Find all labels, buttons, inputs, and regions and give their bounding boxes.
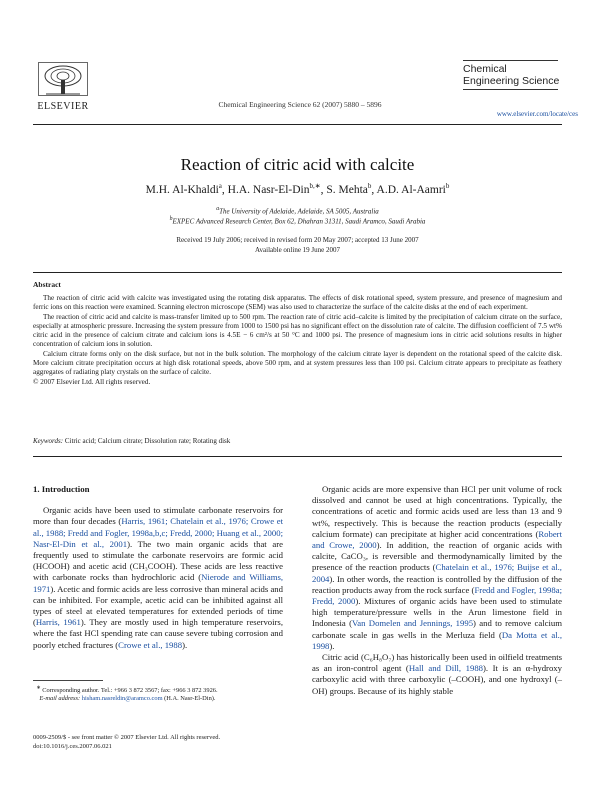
body-right-column: [312, 484, 562, 697]
doi-line: doi:10.1016/j.ces.2007.06.021: [33, 742, 112, 750]
publisher-logo: [33, 62, 93, 112]
received-dates: Received 19 July 2006; received in revised form 20 May 2007; accepted 13 June 2007: [176, 236, 419, 244]
abstract-paragraph: The reaction of citric acid with calcite was investigated using the rotating disk apparatus. The effects of disk rotational speed, system pressure, and presence of magnesium and ferric ions on this reaction were examined. Scanning electron microscope (SEM) was also used to characterize the surface of the calcite disks at the end of each experiment.: [33, 294, 562, 312]
author-name: S. Mehta: [326, 183, 368, 196]
issn-line: 0009-2509/$ - see front matter © 2007 Elsevier Ltd. All rights reserved.: [33, 734, 221, 741]
citation-link[interactable]: Chatelain et al., 1976; Buijse et al., 2004: [312, 562, 562, 584]
footnote-rule: [33, 680, 103, 681]
section-heading: 1. Introduction: [33, 484, 90, 494]
affiliation-b: $^b$EXPEC Advanced Research Center, Box 62, Dhahran 31311, Saudi Aramco, Saudi Arabia: [169, 216, 426, 226]
citation-link[interactable]: Crowe et al., 1988: [118, 639, 183, 650]
author-name: M.H. Al-Khaldi: [145, 183, 219, 196]
body-paragraph: Organic acids are more expensive than HCl per unit volume of rock dissolved and cannot be used at high concentrations. Typically, the concentrations of acetic and formic acids used are less than 13 and 9 wt%, respectively. This is because the reaction products (especially calcium formate) can precipitate at higher acid concentrations (Robert and Crowe, 2000). In addition, the reaction of organic acids with calcite, CaCO₃, is reversible and thermodynamically limited by the presence of the reaction products (Chatelain et al., 1976; Buijse et al., 2004). In other words, the reaction is controlled by the diffusion of the reaction products away from the rock surface (Fredd and Fogler, 1998a; Fredd, 2000). Mixtures of organic acids have been used to stimulate high temperature/pressure wells in the Arun limestone field in Indonesia (Van Domelen and Jennings, 1995) and to remove calcium carbonate scale in gas wells in the Merluza field (Da Motta et al., 1998).: [312, 484, 562, 651]
citation-link[interactable]: Nierode and Williams, 1971: [33, 572, 283, 594]
keywords-list: Citric acid; Calcium citrate; Dissolution rate; Rotating disk: [64, 437, 231, 445]
citation-link[interactable]: Harris, 1961; Chatelain et al., 1976; Crowe et al., 1988; Fredd and Fogler, 1998a,b,c; Fredd, 2000; Huang et al., 2000; Nasr-El-Din et al., 2001: [33, 516, 283, 549]
abstract-copyright: © 2007 Elsevier Ltd. All rights reserved.: [33, 377, 151, 386]
keywords: [33, 437, 562, 445]
elsevier-tree-icon: [38, 62, 88, 96]
journal-url-link[interactable]: www.elsevier.com/locate/ces: [496, 110, 578, 118]
citation-link[interactable]: Da Motta et al., 1998: [312, 629, 562, 651]
citation-link[interactable]: Robert and Crowe, 2000: [312, 528, 562, 551]
header-divider: [33, 124, 562, 125]
article-title: Reaction of citric acid with calcite: [180, 155, 415, 174]
abstract-heading: Abstract: [33, 280, 61, 289]
body-paragraph: Organic acids have been used to stimulate carbonate reservoirs for more than four decades (Harris, 1961; Chatelain et al., 1976; Crowe et al., 1988; Fredd and Fogler, 1998a,b,c; Fredd, 2000; Huang et al., 2000; Nasr-El-Din et al., 2001). The two main organic acids that are frequently used to stimulate the carbonate reservoirs are formic acid (HCOOH) and acetic acid (CH₃COOH). These acids are less reactive with carbonate rocks than hydrochloric acid (Nierode and Williams, 1971). Acetic and formic acids are less corrosive than mineral acids and can be inhibited. For example, acetic acid can be inhibited against all types of steel at elevated temperatures for extended periods of time (Harris, 1961). They are mostly used in high temperature reservoirs, where the fast HCl spending rate can cause severe tubing corrosion and poorly etched fractures (Crowe et al., 1988).: [33, 505, 283, 650]
body-paragraph: Citric acid (C₆H₈O₇) has historically been used in oilfield treatments as an iron-control agent (Hall and Dill, 1988). It is an α-hydroxy carboxylic acid with three carboxylic (–COOH), and one hydroxyl (–OH) groups. Because of its highly stable: [312, 652, 562, 696]
journal-citation: Chemical Engineering Science 62 (2007) 5880 – 5896: [218, 100, 382, 109]
author-affiliation-mark: a: [218, 182, 222, 190]
citation-link[interactable]: Fredd and Fogler, 1998a; Fredd, 2000: [312, 584, 562, 607]
author-affiliation-mark: b,∗: [309, 182, 321, 190]
abstract-paragraph: Calcium citrate forms only on the disk surface, but not in the bulk solution. The morphology of the calcium citrate layer is dependent on the rotational speed of the calcite disk. More calcium citrate precipitation occurs at high disk rotational speeds, above 500 rpm, and at system pressures less than 100 psi. Calcium citrate appears to precipitate as feathery aggregates of radiating platy crystals on the surface of calcite.: [33, 349, 562, 377]
affiliation-a: $^a$The University of Adelaide, Adelaide, SA 5005, Australia: [216, 206, 379, 216]
abstract-top-divider: [33, 272, 562, 273]
author-name: H.A. Nasr-El-Din: [227, 183, 310, 196]
author-affiliation-mark: b: [367, 182, 372, 190]
citation-link[interactable]: Harris, 1961: [35, 617, 81, 628]
author-list: M.H. Al-Khaldi$^a$, H.A. Nasr-El-Din$^{b,∗}$, S. Mehta$^b$, A.D. Al-Aamri$^b$: [145, 182, 450, 196]
abstract-paragraph: The reaction of citric acid and calcite is mass-transfer limited up to 500 rpm. The reaction rate of citric acid–calcite is limited by the precipitation of calcium citrate on the surface, especially at atmospheric pressure. Increasing the system pressure from 1000 to 1500 psi has no significant effect on the dissolution rate of calcite. The diffusion coefficient of 7.5 wt% citric acid in the presence of calcium citrate and calcium ions is 4.5E − 6 cm²/s at 50 °C and 1000 psi. The presence of magnesium ions in citric acid solutions results in higher concentration of calcium ions in solution.: [33, 312, 562, 349]
journal-logo: [463, 58, 563, 92]
keywords-label: Keywords:: [33, 437, 64, 445]
online-date: Available online 19 June 2007: [254, 246, 341, 254]
author-affiliation-mark: b: [445, 182, 450, 190]
publisher-name: ELSEVIER: [37, 101, 89, 112]
journal-logo-line1: Chemical: [463, 63, 507, 75]
citation-link[interactable]: Hall and Dill, 1988: [408, 663, 484, 674]
author-name: A.D. Al-Aamri: [376, 183, 446, 196]
corresponding-author-footnote: ∗ Corresponding author. Tel.: +966 3 872 3567; fax: +966 3 872 3926. E-mail address: hisham.nasreldin@aramco.com (H.A. Nasr-El-Din).: [36, 685, 218, 703]
journal-logo-line2: Engineering Science: [463, 75, 560, 87]
abstract-body: [33, 294, 562, 387]
abstract-bottom-divider: [33, 456, 562, 457]
citation-link[interactable]: Van Domelen and Jennings, 1995: [351, 618, 474, 629]
front-matter-info: [33, 734, 288, 751]
body-left-column: [33, 484, 283, 651]
email-link[interactable]: hisham.nasreldin@aramco.com: [81, 695, 163, 703]
